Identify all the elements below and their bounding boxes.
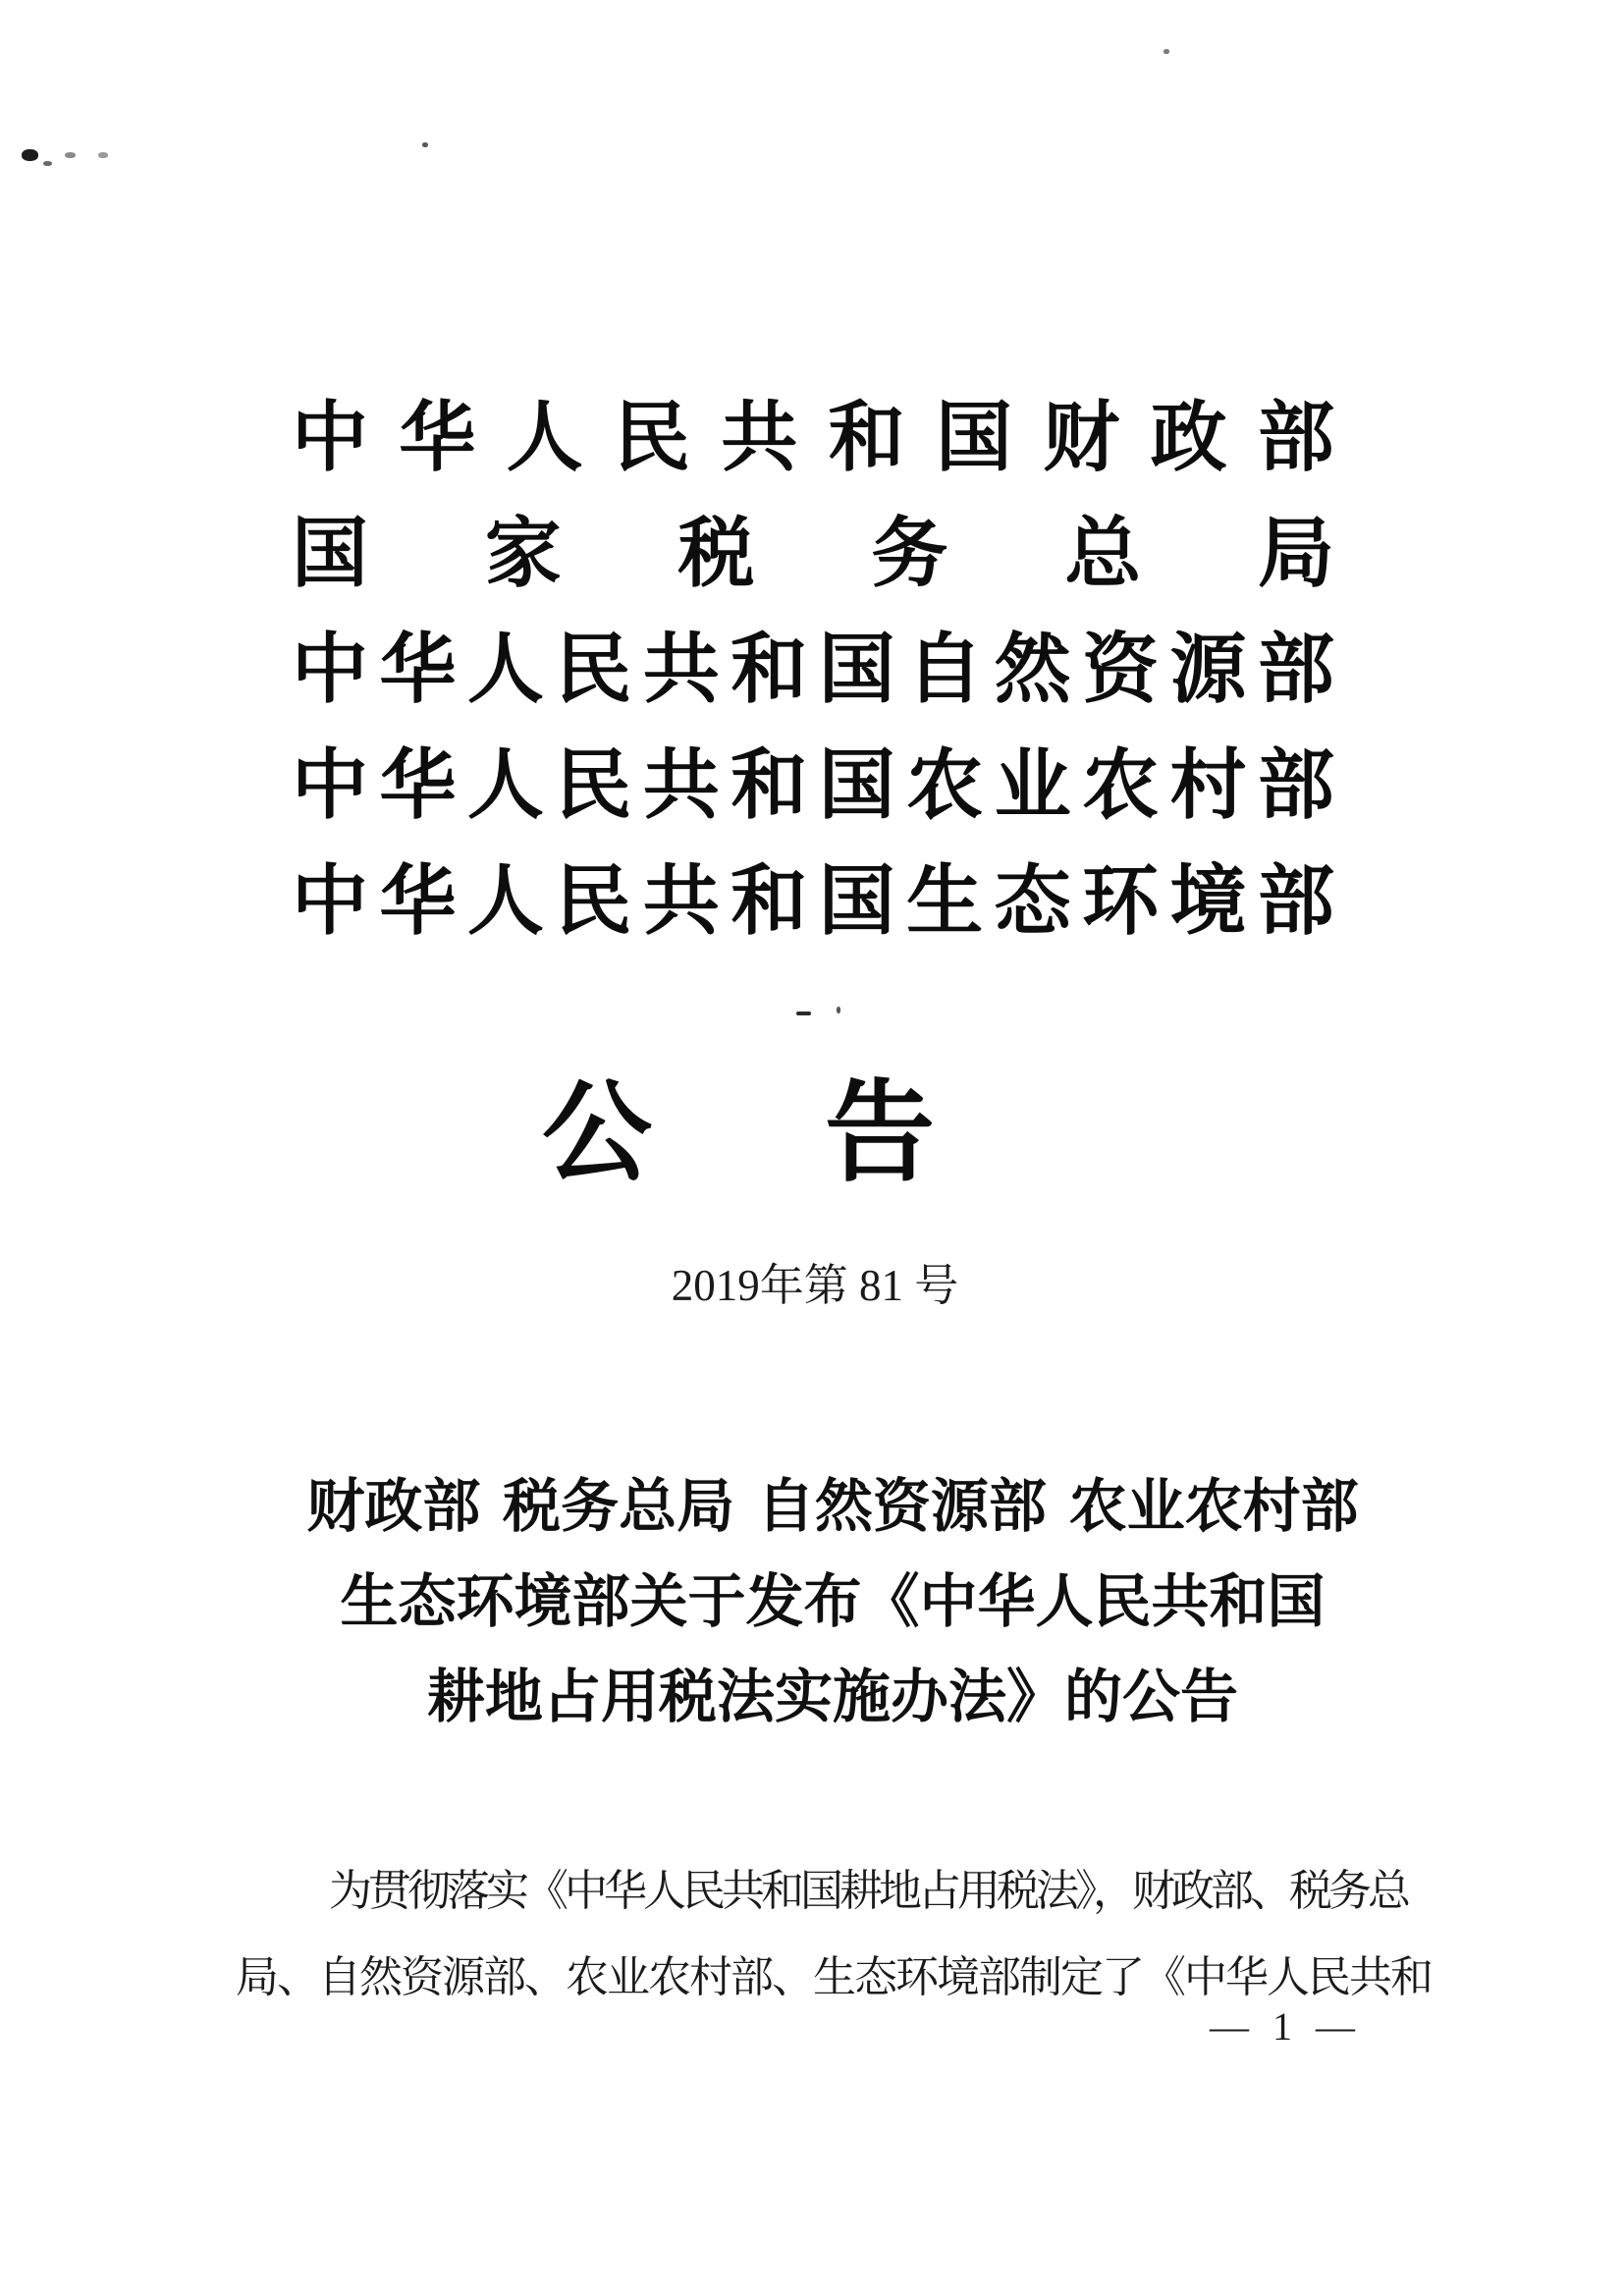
- issuer-line-state-taxation-administration: 国 家 税 务 总 局: [292, 511, 1334, 596]
- announcement-title-line: 生态环境部关于发布《中华人民共和国: [340, 1569, 1325, 1634]
- issuer-line-ministry-of-agriculture: 中 华 人 民 共 和 国 农 业 农 村 部: [292, 742, 1334, 828]
- announcement-title-line: 财政部 税务总局 自然资源部 农业农村部: [306, 1474, 1359, 1539]
- page-number: — 1 —: [1210, 2004, 1357, 2049]
- document-type-title: 公 告: [542, 1073, 935, 1195]
- issuer-line-ministry-of-ecology: 中 华 人 民 共 和 国 生 态 环 境 部: [292, 858, 1334, 944]
- scan-artifact: [43, 161, 52, 166]
- scan-artifact: [98, 152, 108, 158]
- body-text-line: 局、自然资源部、农业农村部、生态环境部制定了《中华人民共和: [236, 1953, 1432, 2001]
- scan-artifact: [837, 1007, 840, 1013]
- body-text-line: 为贯彻落实《中华人民共和国耕地占用税法》，财政部、税务总: [329, 1867, 1407, 1915]
- scan-artifact: [1163, 49, 1169, 54]
- scan-artifact: [65, 152, 76, 158]
- issuing-agencies-header: [292, 373, 1334, 953]
- scan-artifact: [796, 1011, 811, 1015]
- announcement-title-line: 耕地占用税法实施办法》的公告: [426, 1665, 1238, 1729]
- issuer-line-ministry-of-finance: 中 华 人 民 共 和 国 财 政 部: [292, 395, 1334, 480]
- document-number: 2019年第 81 号: [671, 1261, 959, 1310]
- scan-artifact: [422, 142, 428, 147]
- announcement-title: [44, 1459, 1621, 1745]
- issuer-line-ministry-of-natural-resources: 中 华 人 民 共 和 国 自 然 资 源 部: [292, 627, 1334, 712]
- scan-artifact: [22, 149, 38, 161]
